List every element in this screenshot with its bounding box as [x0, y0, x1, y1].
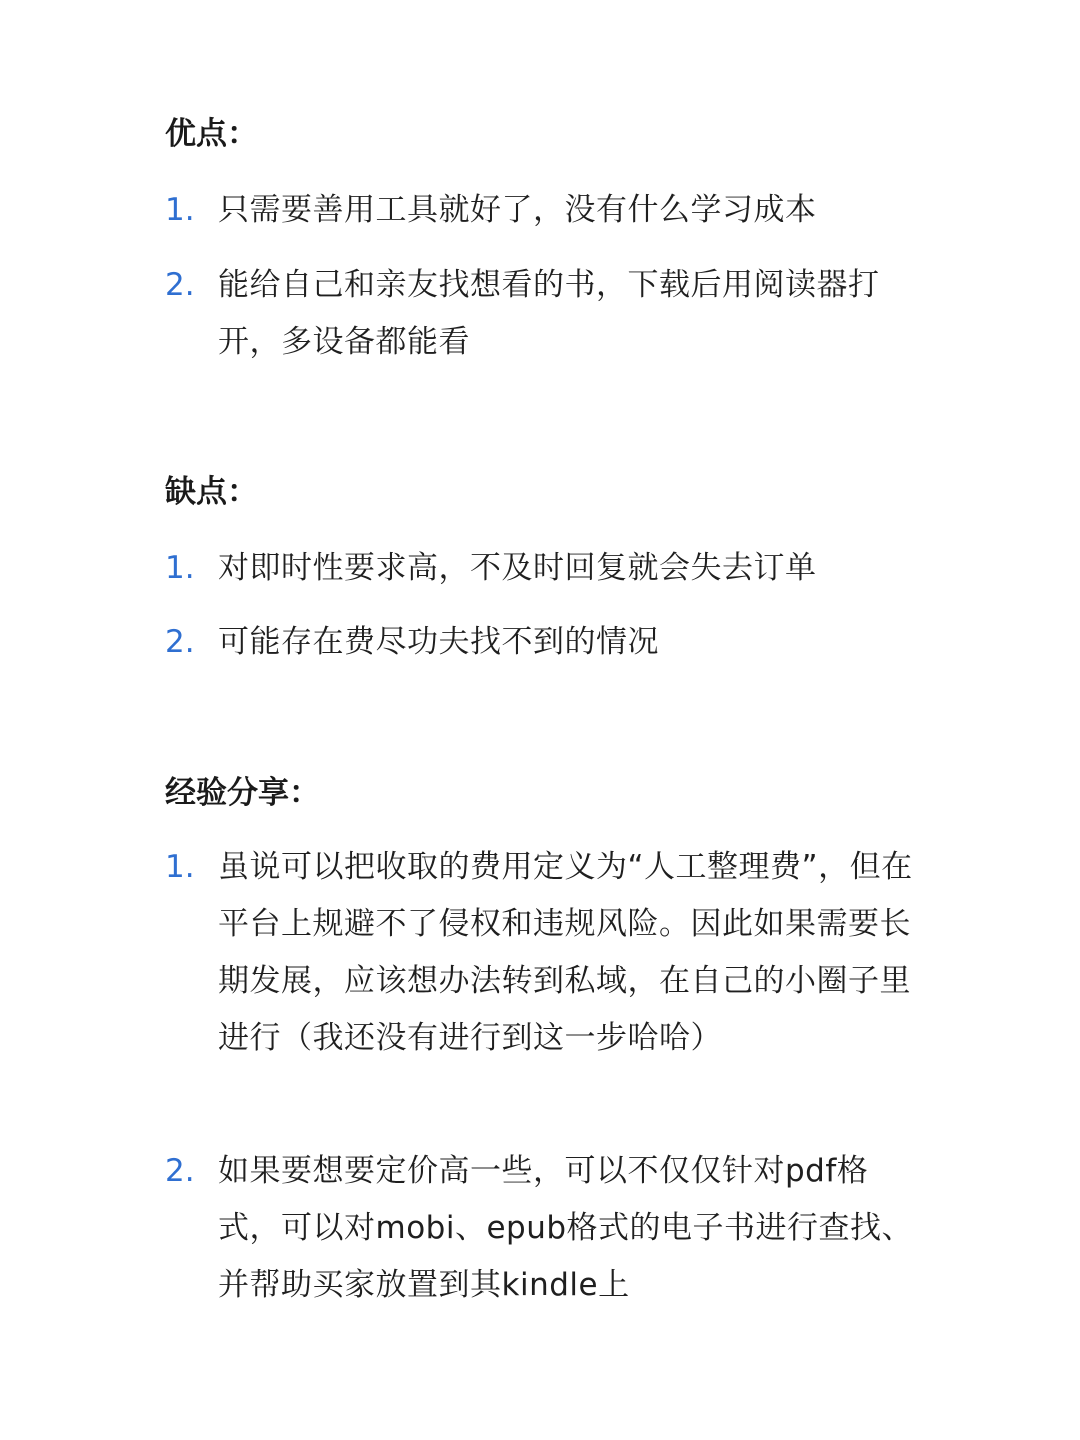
list-number: 1.	[165, 849, 195, 885]
list-text: 如果要想要定价高一些，可以不仅仅针对pdf格式，可以对mobi、epub格式的电子书进行查找、并帮助买家放置到其kindle上	[218, 1153, 914, 1303]
list-number: 1.	[165, 550, 195, 586]
list-number: 2.	[165, 267, 195, 303]
list-text: 虽说可以把收取的费用定义为“人工整理费”，但在平台上规避不了侵权和违规风险。因此如果需要长期发展，应该想办法转到私域，在自己的小圈子里进行（我还没有进行到这一步哈哈）	[218, 849, 913, 1056]
experience-heading: 经验分享：	[165, 775, 320, 811]
list-number: 2.	[165, 1153, 195, 1189]
list-number: 1.	[165, 192, 195, 228]
list-text: 对即时性要求高，不及时回复就会失去订单	[218, 550, 817, 586]
list-text: 只需要善用工具就好了，没有什么学习成本	[218, 192, 817, 228]
list-text: 能给自己和亲友找想看的书，下载后用阅读器打开，多设备都能看	[218, 267, 880, 360]
pros-heading: 优点：	[165, 116, 258, 152]
list-number: 2.	[165, 624, 195, 660]
cons-heading: 缺点：	[165, 474, 258, 510]
list-text: 可能存在费尽功夫找不到的情况	[218, 624, 659, 660]
